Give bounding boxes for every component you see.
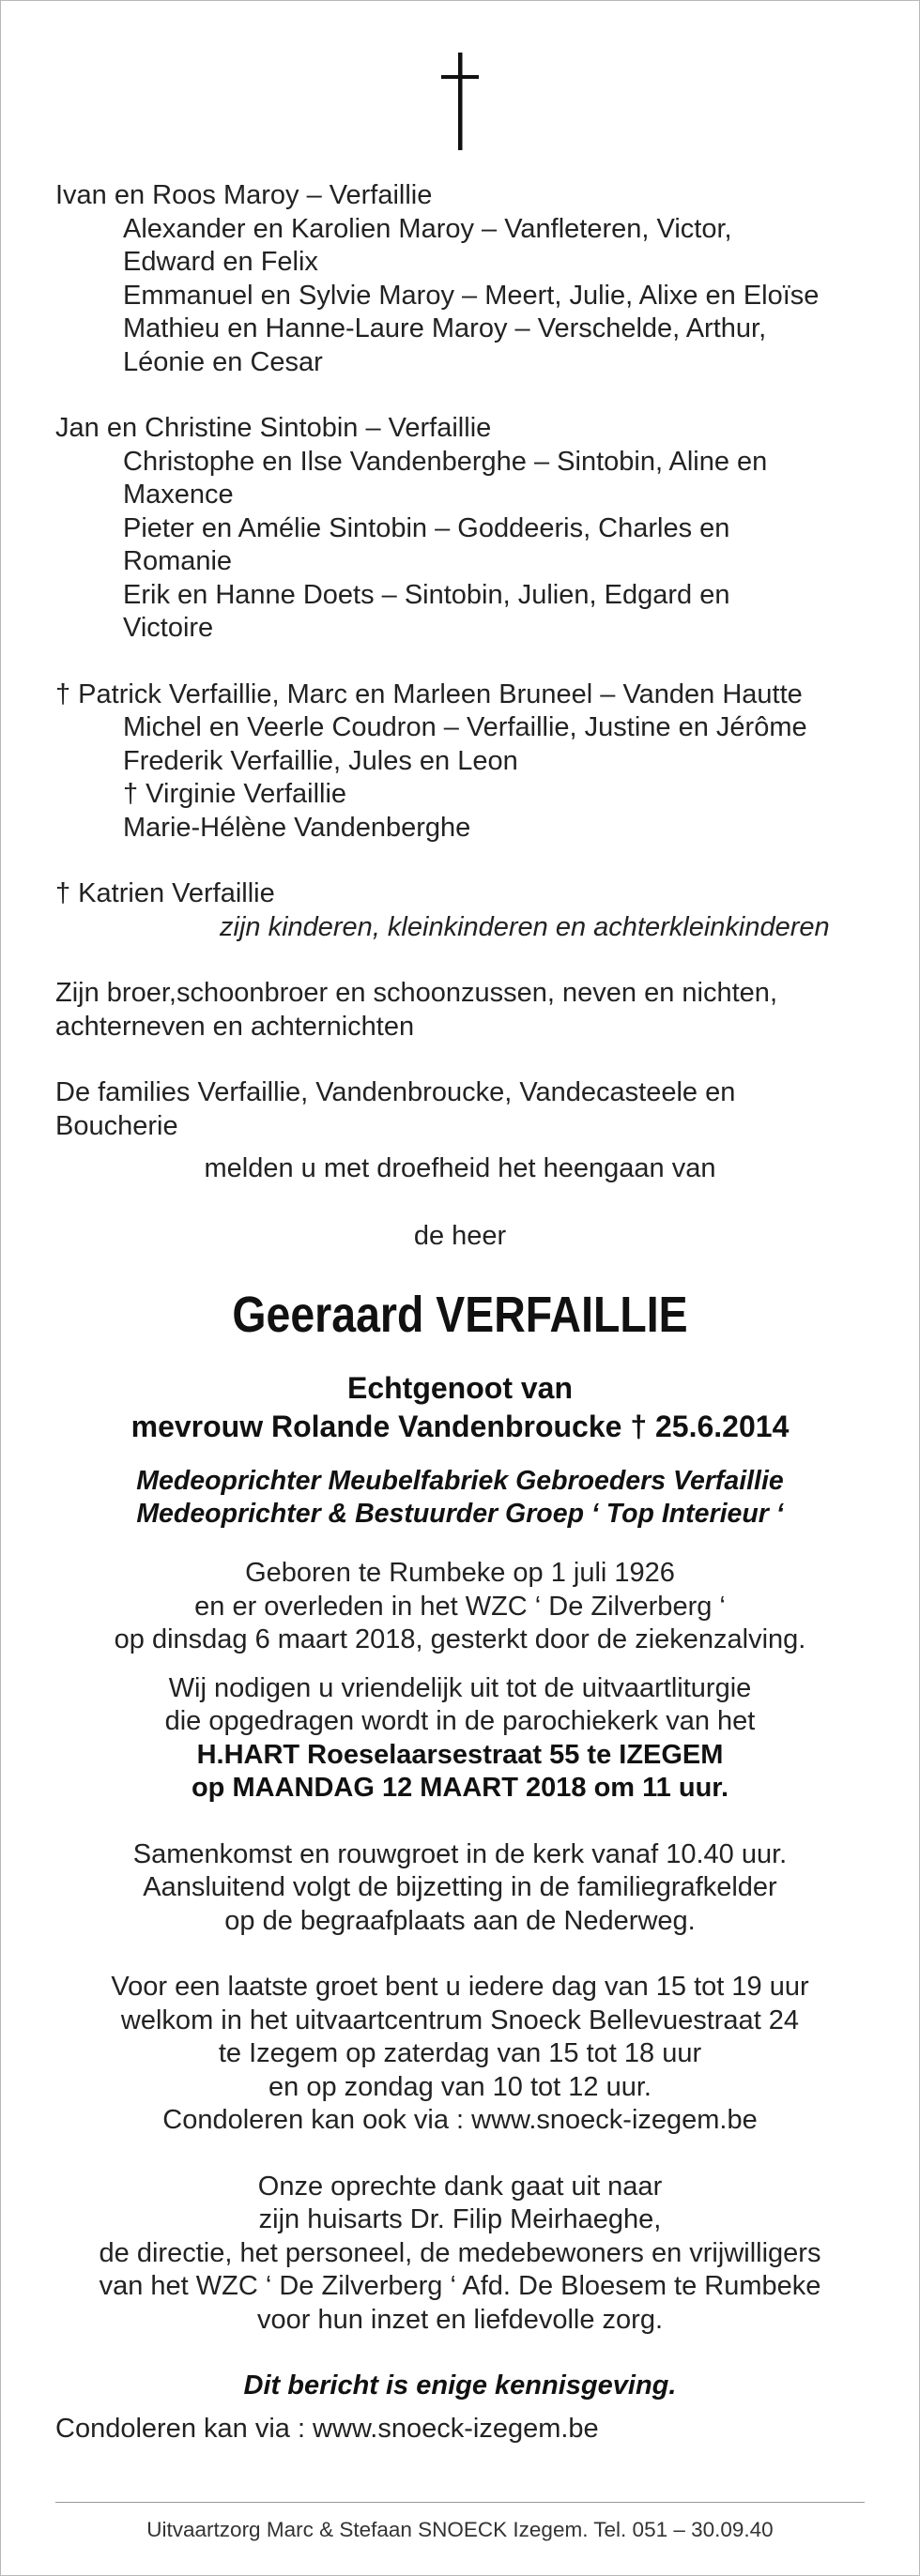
- siblings-line: achterneven en achternichten: [55, 1011, 415, 1042]
- ceremony-location: H.HART Roeselaarsestraat 55 te IZEGEM: [196, 1739, 724, 1770]
- thanks-line: de directie, het personeel, de medebewoners en vrijwilligers: [99, 2237, 821, 2268]
- family-maroy: [55, 179, 882, 379]
- notice: Dit bericht is enige kennisgeving.: [243, 2370, 677, 2401]
- birth-death-line: en er overleden in het WZC ‘ De Zilverberg ‘: [194, 1591, 726, 1622]
- role-line: Medeoprichter & Bestuurder Groep ‘ Top Interieur ‘: [136, 1499, 784, 1529]
- spouse-block: [1, 1369, 919, 1446]
- family-member: Pieter en Amélie Sintobin – Goddeeris, Charles en: [123, 512, 730, 543]
- cross-icon: [441, 53, 479, 150]
- birth-death-block: [1, 1557, 919, 1657]
- related-families-line: Boucherie: [55, 1110, 178, 1141]
- visitation-line: welkom in het uitvaartcentrum Snoeck Bellevuestraat 24: [120, 2004, 800, 2035]
- family-member: † Virginie Verfaillie: [123, 779, 347, 809]
- cross-header: [1, 53, 919, 160]
- roles-block: [1, 1465, 919, 1531]
- family-member: Léonie en Cesar: [123, 346, 323, 377]
- siblings-block: [55, 977, 882, 1044]
- family-member: Erik en Hanne Doets – Sintobin, Julien, Edgard en: [123, 579, 730, 610]
- family-member: Mathieu en Hanne-Laure Maroy – Verschelde, Arthur,: [123, 313, 767, 343]
- family-member: Romanie: [123, 546, 233, 576]
- family-katrien: [55, 877, 882, 944]
- siblings-line: Zijn broer,schoonbroer en schoonzussen, neven en nichten,: [55, 978, 777, 1008]
- family-lead: † Katrien Verfaillie: [55, 878, 275, 908]
- family-member: Marie-Hélène Vandenberghe: [123, 812, 471, 843]
- family-member: Michel en Veerle Coudron – Verfaillie, Justine en Jérôme: [123, 712, 807, 742]
- thanks-line: zijn huisarts Dr. Filip Meirhaeghe,: [258, 2204, 662, 2234]
- visitation-line: en op zondag van 10 tot 12 uur.: [268, 2071, 652, 2102]
- family-member: Edward en Felix: [123, 247, 318, 277]
- visitation-line: te Izegem op zaterdag van 15 tot 18 uur: [218, 2038, 702, 2068]
- related-families-block: [55, 1076, 882, 1143]
- descendants-line: zijn kinderen, kleinkinderen en achterkleinkinderen: [220, 911, 830, 942]
- family-member: Victoire: [123, 613, 214, 643]
- deceased-name: Geeraard VERFAILLIE: [232, 1287, 688, 1343]
- thanks-block: [1, 2171, 919, 2338]
- invitation-block: [1, 1672, 919, 1806]
- family-member: Alexander en Karolien Maroy – Vanfleteren, Victor,: [123, 213, 732, 244]
- gathering-line: Aansluitend volgt de bijzetting in de familiegrafkelder: [143, 1872, 777, 1902]
- birth-death-line: Geboren te Rumbeke op 1 juli 1926: [245, 1558, 675, 1588]
- obituary-text: [55, 179, 882, 2446]
- undertaker-footer: Uitvaartzorg Marc & Stefaan SNOECK Izegem. Tel. 051 – 30.09.40: [146, 2518, 774, 2541]
- visitation-block: [1, 1971, 919, 2138]
- thanks-line: voor hun inzet en liefdevolle zorg.: [256, 2304, 664, 2335]
- thanks-line: Onze oprechte dank gaat uit naar: [257, 2171, 663, 2202]
- related-families-line: De families Verfaillie, Vandenbroucke, Vandecasteele en: [55, 1077, 736, 1107]
- invitation-line: die opgedragen wordt in de parochiekerk van het: [164, 1706, 756, 1736]
- announcement: melden u met droefheid het heengaan van: [204, 1153, 716, 1183]
- family-member: Maxence: [123, 480, 234, 510]
- gathering-block: [1, 1838, 919, 1939]
- family-member: Frederik Verfaillie, Jules en Leon: [123, 745, 518, 776]
- birth-death-line: op dinsdag 6 maart 2018, gesterkt door de ziekenzalving.: [114, 1624, 806, 1654]
- footer-divider: [55, 2502, 865, 2503]
- spouse-line: Echtgenoot van: [346, 1371, 573, 1405]
- family-member: Christophe en Ilse Vandenberghe – Sintobin, Aline en: [123, 446, 768, 477]
- role-line: Medeoprichter Meubelfabriek Gebroeders Verfaillie: [136, 1466, 784, 1496]
- family-sintobin: [55, 412, 882, 646]
- family-patrick: [55, 678, 882, 846]
- gathering-line: Samenkomst en rouwgroet in de kerk vanaf 10.40 uur.: [132, 1838, 788, 1869]
- condolences-line: Condoleren kan via : www.snoeck-izegem.be: [55, 2413, 599, 2444]
- deceased-title: de heer: [413, 1220, 507, 1251]
- family-lead: Jan en Christine Sintobin – Verfaillie: [55, 413, 492, 443]
- invitation-line: Wij nodigen u vriendelijk uit tot de uitvaartliturgie: [168, 1672, 752, 1703]
- ceremony-datetime: op MAANDAG 12 MAART 2018 om 11 uur.: [191, 1773, 729, 1803]
- family-lead: Ivan en Roos Maroy – Verfaillie: [55, 180, 433, 210]
- visitation-line: Voor een laatste groet bent u iedere dag van 15 tot 19 uur: [111, 1972, 809, 2002]
- gathering-line: op de begraafplaats aan de Nederweg.: [224, 1905, 696, 1936]
- family-member: Emmanuel en Sylvie Maroy – Meert, Julie, Alixe en Eloïse: [123, 280, 820, 311]
- family-lead: † Patrick Verfaillie, Marc en Marleen Bruneel – Vanden Hautte: [55, 678, 803, 709]
- spouse-line: mevrouw Rolande Vandenbroucke † 25.6.2014: [130, 1410, 790, 1443]
- visitation-line: Condoleren kan ook via : www.snoeck-izegem.be: [162, 2105, 758, 2135]
- thanks-line: van het WZC ‘ De Zilverberg ‘ Afd. De Bloesem te Rumbeke: [99, 2271, 821, 2301]
